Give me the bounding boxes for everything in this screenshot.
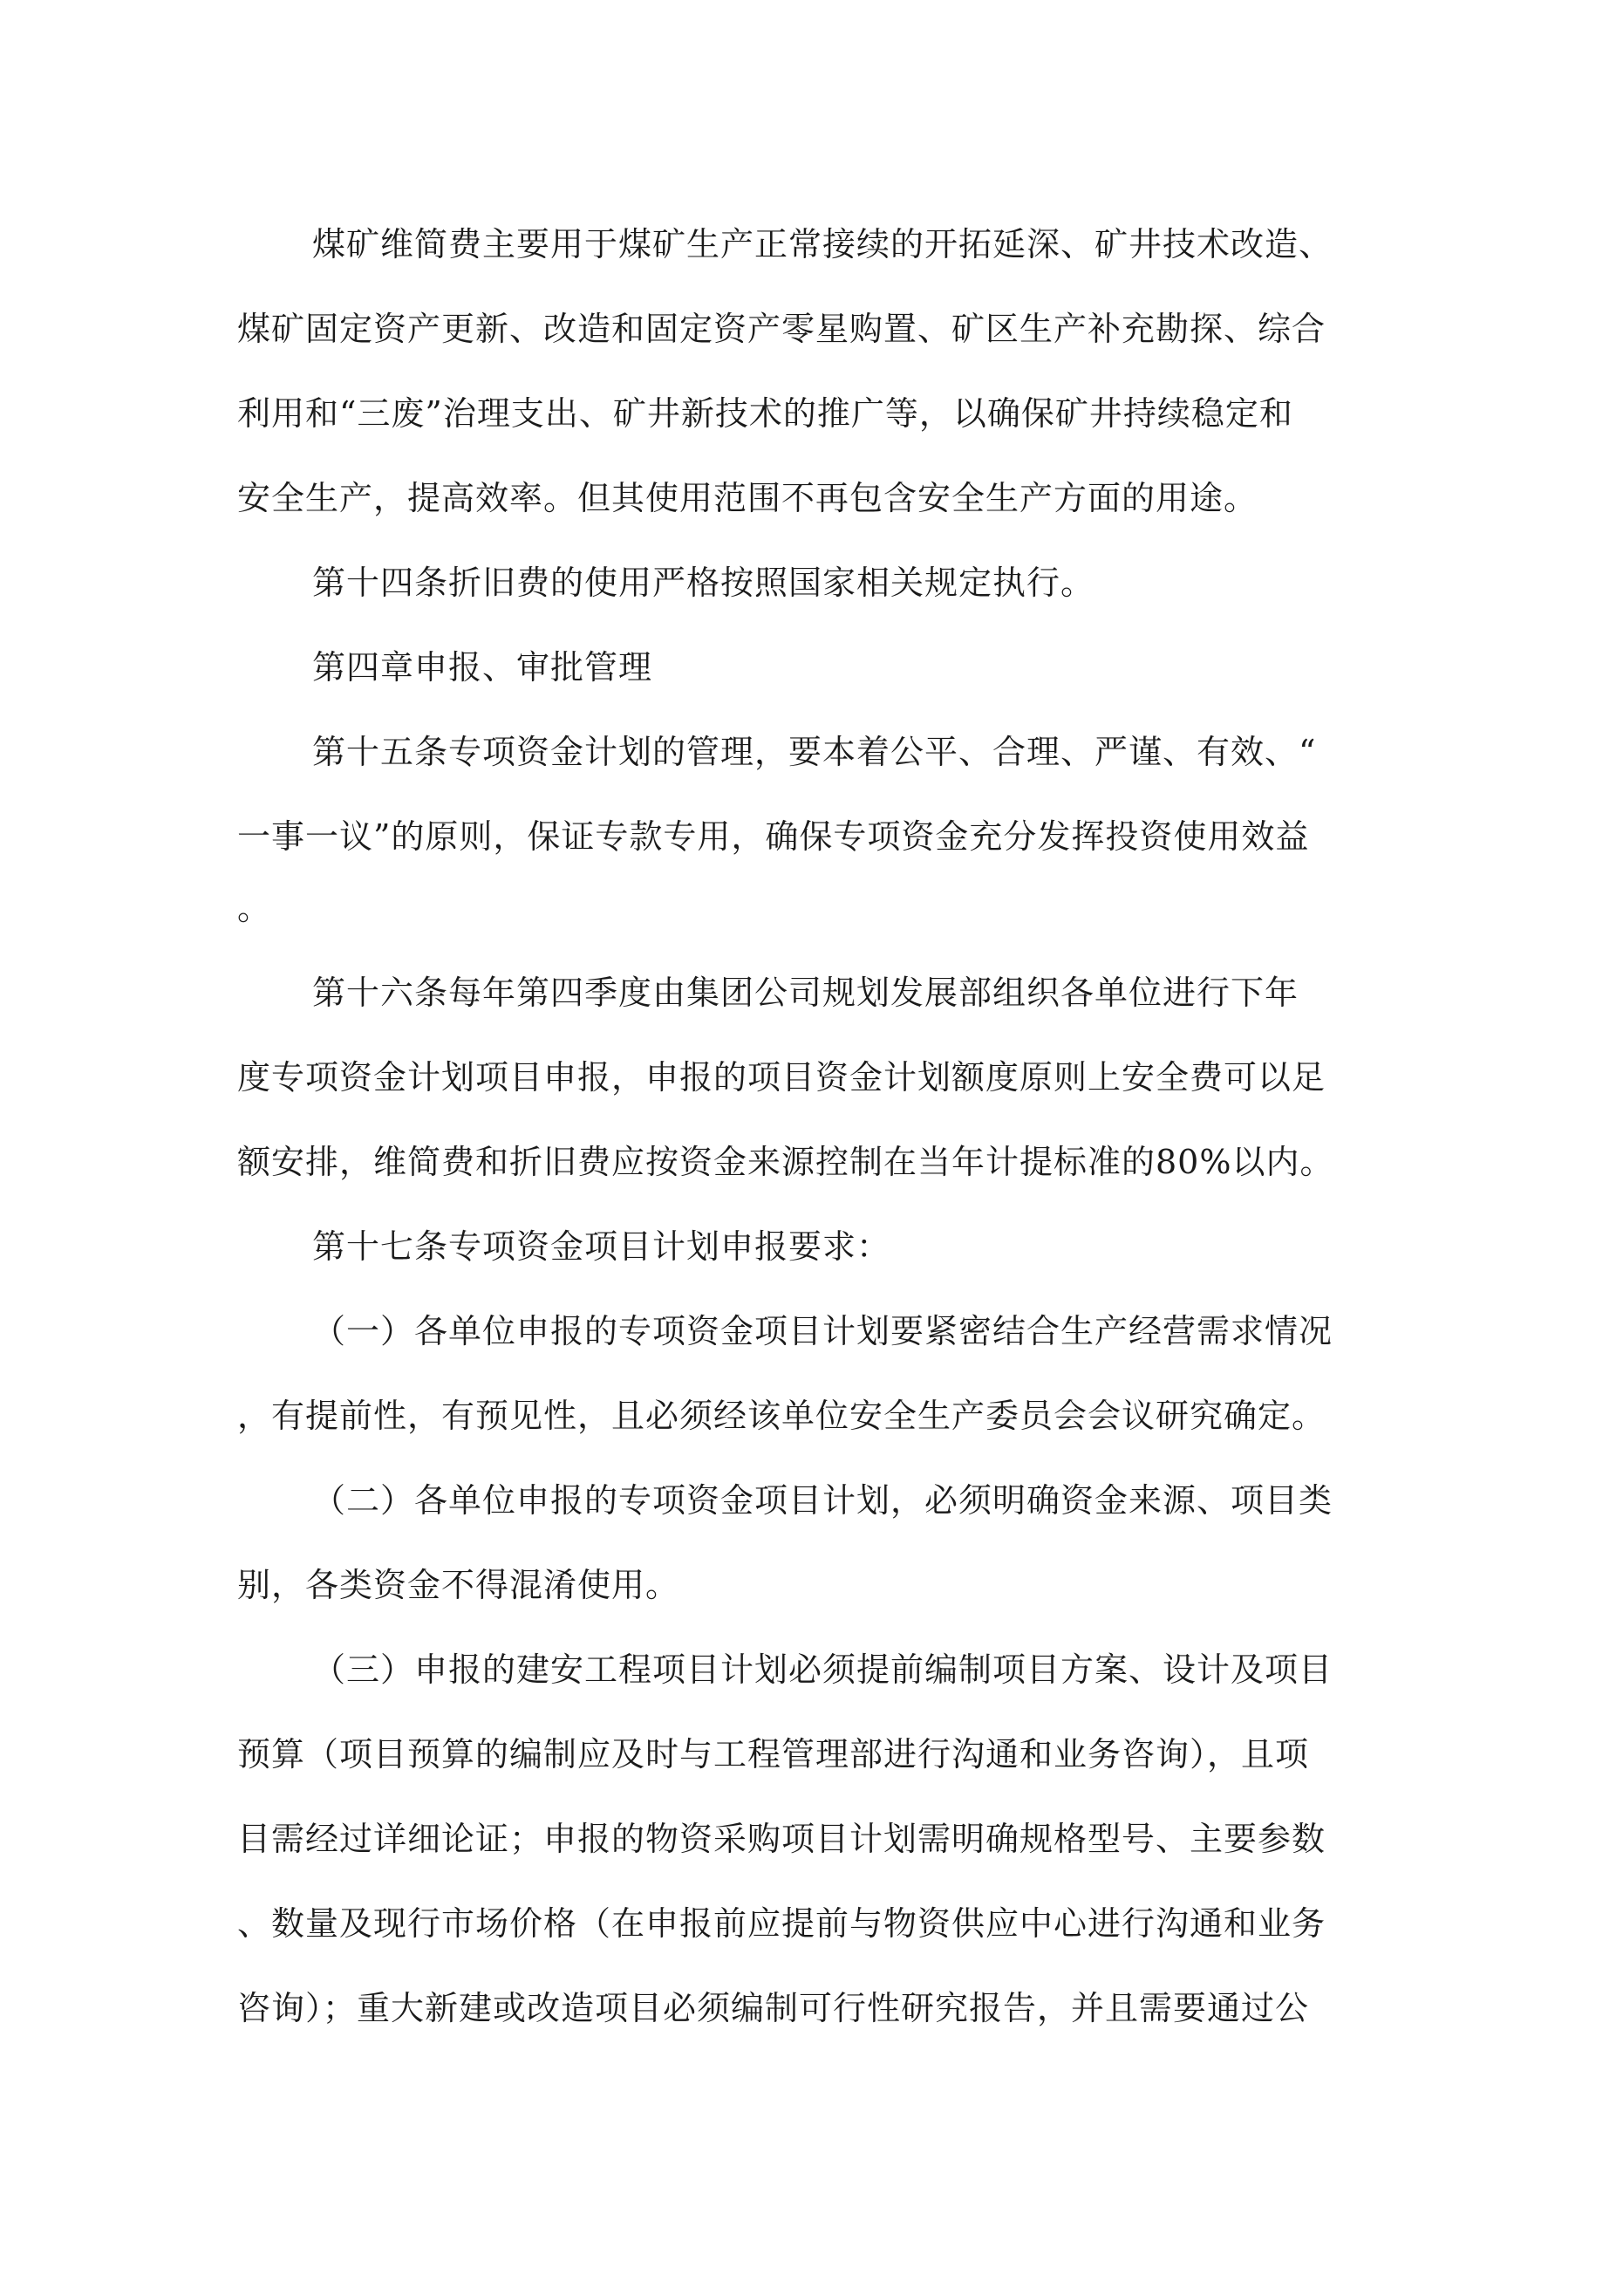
item-1-line: （一）各单位申报的专项资金项目计划要紧密结合生产经营需求情况 (312, 1312, 1333, 1350)
paragraph-line: ，有提前性，有预见性，且必须经该单位安全生产委员会会议研究确定。 (237, 1397, 1326, 1435)
paragraph-line: 咨询）；重大新建或改造项目必须编制可行性研究报告，并且需要通过公 (237, 1989, 1310, 2027)
paragraph-line: 预算（项目预算的编制应及时与工程管理部进行沟通和业务咨询），且项 (237, 1735, 1310, 1773)
paragraph-line: 煤矿维简费主要用于煤矿生产正常接续的开拓延深、矿井技术改造、 (312, 225, 1333, 263)
paragraph-line: 别，各类资金不得混淆使用。 (237, 1566, 680, 1604)
article-16-line: 第十六条每年第四季度由集团公司规划发展部组织各单位进行下年 (312, 974, 1299, 1012)
paragraph-line: 一事一议”的原则，保证专款专用，确保专项资金充分发挥投资使用效益 (237, 817, 1310, 856)
item-3-line: （三）申报的建安工程项目计划必须提前编制项目方案、设计及项目 (312, 1650, 1333, 1689)
paragraph-line: 额安排，维简费和折旧费应按资金来源控制在当年计提标准的80%以内。 (237, 1143, 1334, 1181)
paragraph-line: 。 (237, 889, 272, 927)
article-17-line: 第十七条专项资金项目计划申报要求： (312, 1227, 891, 1266)
paragraph-line: 安全生产，提高效率。但其使用范围不再包含安全生产方面的用途。 (237, 479, 1258, 517)
article-15-line: 第十五条专项资金计划的管理，要本着公平、合理、严谨、有效、“ (312, 733, 1317, 771)
item-2-line: （二）各单位申报的专项资金项目计划，必须明确资金来源、项目类 (312, 1481, 1333, 1520)
paragraph-line: 、数量及现行市场价格（在申报前应提前与物资供应中心进行沟通和业务 (237, 1904, 1326, 1943)
paragraph-line: 利用和“三废”治理支出、矿井新技术的推广等，以确保矿井持续稳定和 (237, 394, 1293, 433)
chapter-heading: 第四章申报、审批管理 (312, 648, 653, 687)
article-14-line: 第十四条折旧费的使用严格按照国家相关规定执行。 (312, 564, 1095, 602)
paragraph-line: 目需经过详细论证；申报的物资采购项目计划需明确规格型号、主要参数 (237, 1820, 1326, 1858)
paragraph-line: 煤矿固定资产更新、改造和固定资产零星购置、矿区生产补充勘探、综合 (237, 310, 1326, 348)
paragraph-line: 度专项资金计划项目申报，申报的项目资金计划额度原则上安全费可以足 (237, 1058, 1326, 1097)
